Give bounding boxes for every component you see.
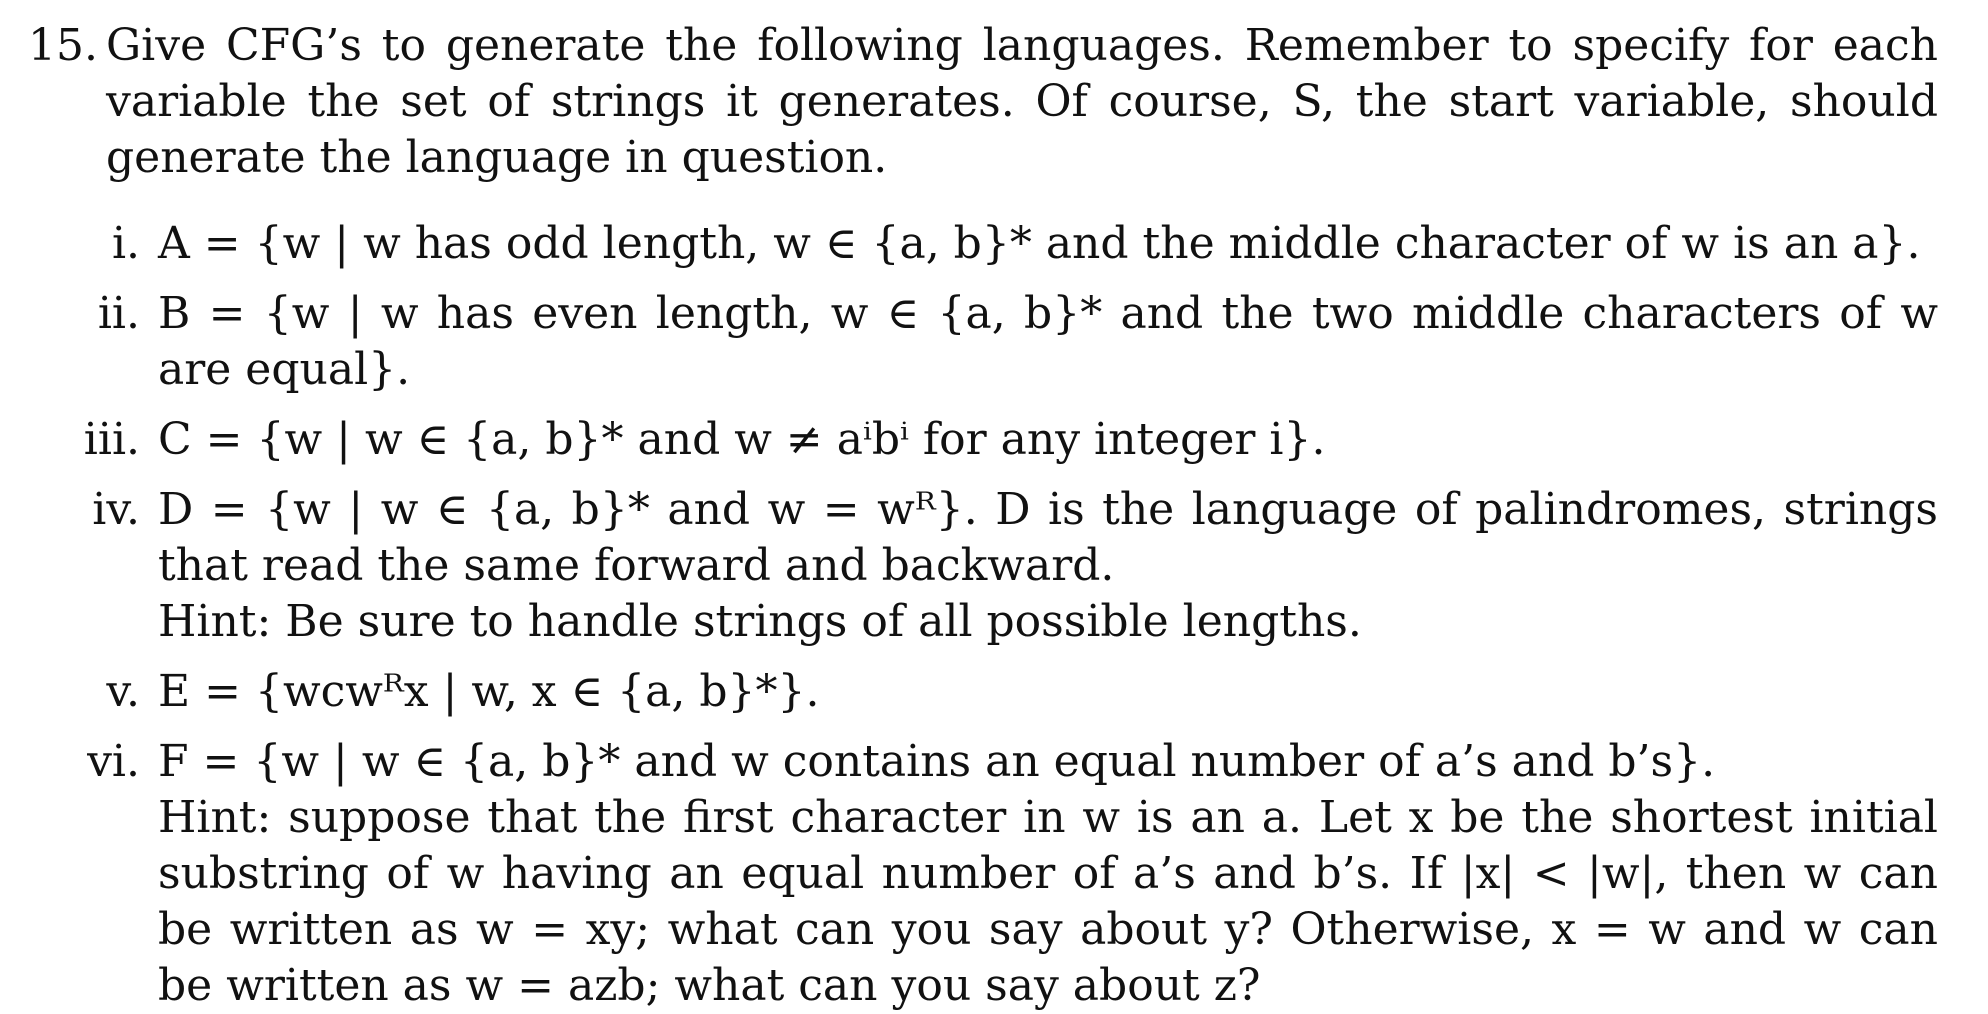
- part-line-iv-2: Hint: Be sure to handle strings of all possible lengths.: [158, 596, 1362, 647]
- part-line-iv-1: D = {w | w ∈ {a, b}* and w = wᴿ}. D is the language of palindromes, strings that read the same forward and backward.: [158, 484, 1938, 591]
- part-label-i: i.: [111, 218, 140, 269]
- part-line-ii-1: B = {w | w has even length, w ∈ {a, b}* and the two middle characters of w are equal}.: [158, 288, 1938, 395]
- problem-number: 15.: [28, 20, 98, 71]
- part-body-ii: [158, 286, 1938, 398]
- part-vi: [28, 734, 1938, 1014]
- part-line-iii-1: C = {w | w ∈ {a, b}* and w ≠ aⁱbⁱ for any integer i}.: [158, 414, 1326, 465]
- part-label-iii: iii.: [83, 414, 140, 465]
- part-body-iii: [158, 412, 1938, 468]
- problem-intro: Give CFG’s to generate the following languages. Remember to specify for each variable the set of strings it generates. Of course, S, the start variable, should generate the language in question.: [106, 20, 1938, 183]
- part-label-v: v.: [106, 666, 140, 717]
- part-body-vi: [158, 734, 1938, 1014]
- part-line-vi-1: F = {w | w ∈ {a, b}* and w contains an equal number of a’s and b’s}.: [158, 736, 1716, 787]
- parts-list: [28, 216, 1938, 1014]
- part-line-v-1: E = {wcwᴿx | w, x ∈ {a, b}*}.: [158, 666, 820, 717]
- part-body-i: [158, 216, 1938, 272]
- part-label-vi: vi.: [87, 736, 140, 787]
- part-v: [28, 664, 1938, 720]
- part-iii: [28, 412, 1938, 468]
- part-label-iv: iv.: [92, 484, 140, 535]
- part-label-ii: ii.: [97, 288, 140, 339]
- part-body-v: [158, 664, 1938, 720]
- part-line-vi-2: Hint: suppose that the first character in w is an a. Let x be the shortest initial substring of w having an equal number of a’s and b’s. If |x| < |w|, then w can be written as w = xy; what can you say about y? Otherwise, x = w and w can be written as w = azb; what can you say about z?: [158, 792, 1938, 1011]
- problem-15: [28, 18, 1938, 186]
- part-iv: [28, 482, 1938, 650]
- part-line-i-1: A = {w | w has odd length, w ∈ {a, b}* and the middle character of w is an a}.: [158, 218, 1921, 269]
- part-i: [28, 216, 1938, 272]
- part-body-iv: [158, 482, 1938, 650]
- part-ii: [28, 286, 1938, 398]
